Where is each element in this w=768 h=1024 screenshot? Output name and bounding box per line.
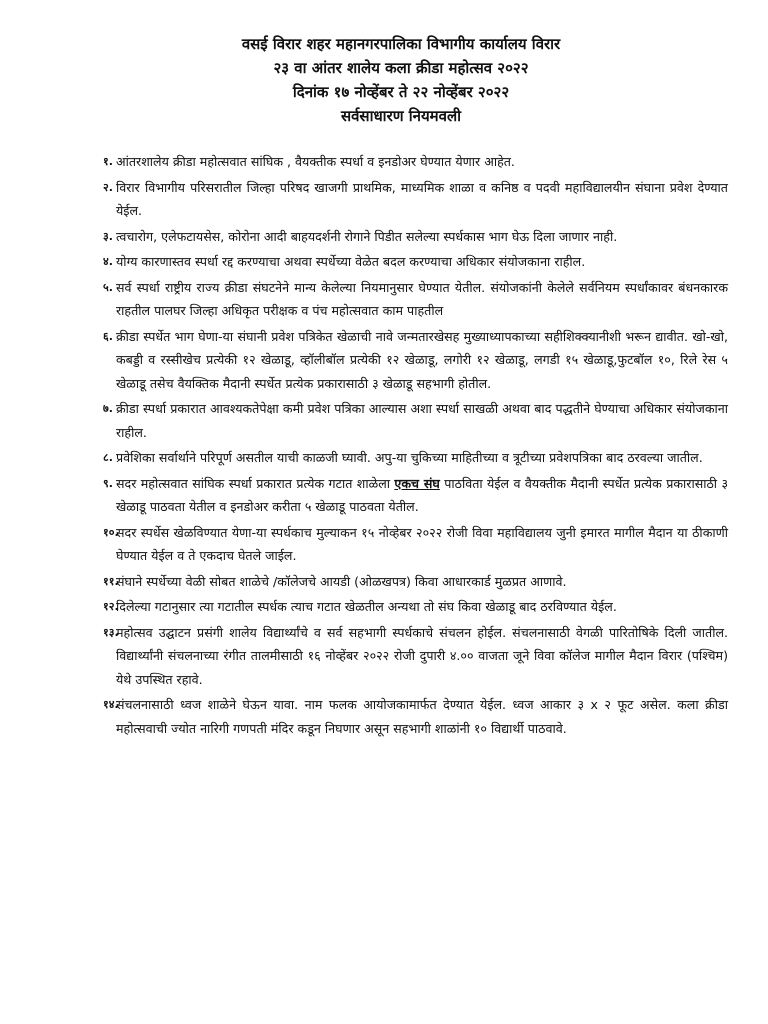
rule-text: त्वचारोग, एलेफटायसेस, कोरोना आदी बाहयदर्शनी रोगाने पिडीत सलेल्या स्पर्धकास भाग घेऊ दिला जाणार नाही. bbox=[116, 228, 618, 244]
header-event-title: २३ वा आंतर शालेय कला क्रीडा महोत्सव २०२२ bbox=[273, 59, 529, 77]
rule-number: ३. bbox=[103, 229, 113, 243]
rule-text bbox=[116, 472, 728, 519]
rule-item bbox=[104, 595, 728, 619]
rule-text: क्रीडा स्पर्धेत भाग घेणा-या संघानी प्रवेश पत्रिकेत खेळाची नावे जन्मतारखेसह मुख्याध्यापकाच्या सहीशिक्क्यानीशी भरून द्यावीत. खो-खो, कबड्डी व रस्सीखेच प्रत्येकी १२ खेळाडू, व्हॉलीबॉल प्रत्येकी १२ खेळाडू, लगोरी १२ खेळाडू, लगडी १५ खेळाडू,फुटबॉल १०, रिले रेस ५ खेळाडू तसेच वैयक्तिक मैदानी स्पर्धेत प्रत्येक प्रकारासाठी ३ खेळाडू सहभागी होतील. bbox=[116, 328, 728, 391]
rule-item bbox=[104, 693, 728, 740]
rule-number: १३. bbox=[103, 625, 119, 639]
rule-number: ८. bbox=[103, 451, 113, 464]
header-rules-title: सर्वसाधारण नियमवली bbox=[340, 107, 462, 125]
rule-number: १२. bbox=[103, 600, 119, 613]
rule-text: विरार विभागीय परिसरातील जिल्हा परिषद खाजगी प्राथमिक, माध्यमिक शाळा व कनिष्ठ व पदवी महाविद्यालयीन संघाना प्रवेश देण्यात येईल. bbox=[116, 179, 728, 218]
rule-item bbox=[104, 325, 728, 396]
rule-number: ७. bbox=[103, 402, 113, 415]
rule-item bbox=[104, 521, 728, 568]
header-organization: वसई विरार शहर महानगरपालिका विभागीय कार्यालय विरार bbox=[241, 35, 561, 53]
rule-number: ११. bbox=[103, 574, 119, 588]
document-header bbox=[74, 32, 728, 128]
rule-text: क्रीडा स्पर्धा प्रकारात आवश्यकतेपेक्षा कमी प्रवेश पत्रिका आल्यास अशा स्पर्धा साखळी अथवा बाद पद्धतीने घेण्याचा अधिकार संयोजकाना राहील. bbox=[116, 401, 728, 440]
rule-item bbox=[104, 472, 728, 519]
rule-text: योग्य कारणास्तव स्पर्धा रद्द करण्याचा अथवा स्पर्धेच्या वेळेत बदल करण्याचा अधिकार संयोजकाना राहील. bbox=[116, 254, 586, 269]
rule-item bbox=[104, 150, 728, 174]
rule-item bbox=[104, 276, 728, 323]
rule-text-part: सदर महोत्सवात सांघिक स्पर्धा प्रकारात प्रत्येक गटात शाळेला bbox=[116, 475, 395, 491]
rule-item bbox=[104, 621, 728, 692]
rule-emphasis: एकच संघ bbox=[394, 475, 440, 491]
rule-text: संघाने स्पर्धेच्या वेळी सोबत शाळेचे /कॉलेजचे आयडी (ओळखपत्र) किवा आधारकार्ड मुळप्रत आणावे. bbox=[116, 573, 567, 589]
rule-number: १४. bbox=[103, 698, 119, 711]
rule-number: ९. bbox=[103, 476, 113, 490]
rule-item bbox=[104, 225, 728, 249]
rule-item bbox=[104, 397, 728, 444]
rule-number: १. bbox=[103, 155, 113, 168]
rule-number: ४. bbox=[103, 255, 113, 268]
rule-text: प्रवेशिका सर्वार्थाने परिपूर्ण असतील याची काळजी घ्यावी. अपु-या चुकिच्या माहितीच्या व त्रूटीच्या प्रवेशपत्रिका बाद ठरवल्या जातील. bbox=[116, 450, 703, 465]
rule-item bbox=[104, 250, 728, 274]
rule-text-part: पाठविता येईल व वैयक्तीक मैदानी स्पर्धेत प्रत्येक प्रकारासाठी ३ खेळाडू पाठवता येतील व इनडोअर करीता ५ खेळाडू पाठवता येतील. bbox=[116, 475, 729, 514]
rule-text: महोत्सव उद्घाटन प्रसंगी शालेय विद्यार्थ्यांचे व सर्व सहभागी स्पर्धकाचे संचलन होईल. संचलनासाठी वेगळी पारितोषिके दिली जातील. विद्यार्थ्यांनी संचलनाच्या रंगीत तालमीसाठी १६ नोव्हेंबर २०२२ रोजी दुपारी ४.०० वाजता जूने विवा कॉलेज मागील मैदान विरार (पश्चिम) येथे उपस्थित रहावे. bbox=[116, 624, 728, 687]
rule-number: ६. bbox=[103, 329, 113, 343]
rules-list bbox=[104, 150, 728, 740]
rule-text: सर्व स्पर्धा राष्ट्रीय राज्य क्रीडा संघटनेने मान्य केलेल्या नियमानुसार घेण्यात येतील. संयोजकांनी केलेले सर्वनियम स्पर्धांकावर बंधनकारक राहतील पालघर जिल्हा अधिकृत परीक्षक व पंच महोत्सवात काम पाहतील bbox=[116, 279, 728, 318]
rule-item bbox=[104, 446, 728, 470]
rule-text: सदर स्पर्धेस खेळविण्यात येणा-या स्पर्धकाच मुल्याकन १५ नोव्हेबर २०२२ रोजी विवा महाविद्यालय जुनी इमारत मागील मैदान या ठीकाणी घेण्यात येईल व ते एकदाच घेतले जाईल. bbox=[116, 524, 728, 563]
rule-number: ५. bbox=[103, 280, 113, 294]
rule-item bbox=[104, 570, 728, 594]
rule-text: संचलनासाठी ध्वज शाळेने घेऊन यावा. नाम फलक आयोजकामार्फत देण्यात येईल. ध्वज आकार ३ x २ फूट असेल. कला क्रीडा महोत्सवाची ज्योत नारिगी गणपती मंदिर कडून निघणार असून सहभागी शाळांनी १० विद्यार्थी पाठवावे. bbox=[116, 697, 728, 736]
header-event-dates: दिनांक १७ नोव्हेंबर ते २२ नोव्हेंबर २०२२ bbox=[292, 83, 510, 101]
rule-text: आंतरशालेय क्रीडा महोत्सवात सांघिक , वैयक्तीक स्पर्धा व इनडोअर घेण्यात येणार आहेत. bbox=[116, 154, 515, 169]
rule-item bbox=[104, 176, 728, 223]
rule-text: दिलेल्या गटानुसार त्या गटातील स्पर्धक त्याच गटात खेळतील अन्यथा तो संघ किवा खेळाडू बाद ठरविण्यात येईल. bbox=[116, 599, 617, 614]
rule-number: १०. bbox=[103, 525, 119, 539]
rule-number: २. bbox=[103, 180, 113, 194]
